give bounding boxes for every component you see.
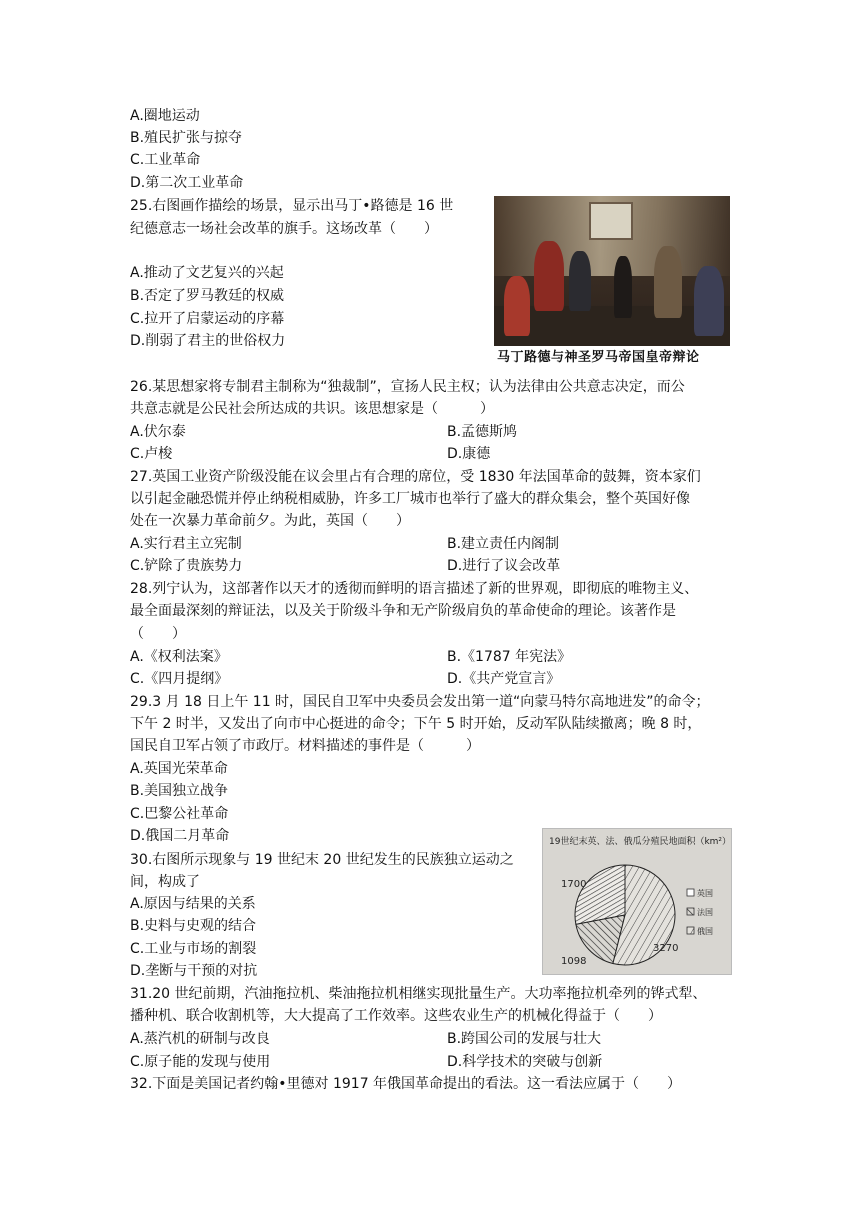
q30-option-d: D.垄断与干预的对抗 <box>130 963 258 979</box>
q28-stem-line2: 最全面最深刻的辩证法，以及关于阶级斗争和无产阶级肩负的革命使命的理论。该著作是 <box>130 603 676 619</box>
q29-option-d: D.俄国二月革命 <box>130 828 230 844</box>
q25-option-b: B.否定了罗马教廷的权威 <box>130 288 285 304</box>
q30-stem-line2: 间，构成了 <box>130 874 200 890</box>
q27-option-d: D.进行了议会改革 <box>447 558 561 574</box>
pie-label-1700: 1700 <box>561 879 587 890</box>
q28-option-a: A.《权利法案》 <box>130 649 228 665</box>
q26-stem-line1: 26.某思想家将专制君主制称为“独裁制”，宣扬人民主权；认为法律由公共意志决定，而公 <box>130 379 685 395</box>
q25-option-a: A.推动了文艺复兴的兴起 <box>130 265 284 281</box>
q27-stem-line2: 以引起金融恐慌并停止纳税相威胁，许多工厂城市也举行了盛大的群众集会，整个英国好像 <box>130 491 690 507</box>
q30-option-b: B.史料与史观的结合 <box>130 918 257 934</box>
q27-stem-line1: 27.英国工业资产阶级没能在议会里占有合理的席位，受 1830 年法国革命的鼓舞，资本家们 <box>130 469 701 485</box>
q29-option-a: A.英国光荣革命 <box>130 761 228 777</box>
q28-stem-line3: （ ） <box>130 626 186 642</box>
q26-option-d: D.康德 <box>447 446 491 462</box>
q27-option-c: C.铲除了贵族势力 <box>130 558 243 574</box>
colony-area-pie-chart <box>542 828 732 975</box>
q29-stem-line2: 下午 2 时半，又发出了向市中心挺进的命令；下午 5 时开始，反动军队陆续撤离；晚 8 时， <box>130 716 702 732</box>
q29-stem-line1: 29.3 月 18 日上午 11 时，国民自卫军中央委员会发出第一道“向蒙马特尔高地进发”的命令； <box>130 694 710 710</box>
legend-label-ru: 俄国 <box>697 927 713 936</box>
legend-label-uk: 英国 <box>697 889 713 898</box>
q31-option-a: A.蒸汽机的研制与改良 <box>130 1031 270 1047</box>
q29-option-b: B.美国独立战争 <box>130 783 229 799</box>
pie-slice-uk <box>575 865 625 924</box>
q27-option-a: A.实行君主立宪制 <box>130 536 242 552</box>
q24-option-a: A.圈地运动 <box>130 108 200 124</box>
pie-label-1098: 1098 <box>561 956 587 967</box>
legend-swatch-uk <box>687 889 694 896</box>
pie-chart-svg <box>543 829 731 974</box>
q29-stem-line3: 国民自卫军占领了市政厅。材料描述的事件是（ ） <box>130 738 480 754</box>
q31-option-d: D.科学技术的突破与创新 <box>447 1054 603 1070</box>
chart-title: 19世纪末英、法、俄瓜分殖民地面积（km²） <box>549 837 731 847</box>
q29-option-c: C.巴黎公社革命 <box>130 806 229 822</box>
q25-stem-line1: 25.右图画作描绘的场景，显示出马丁•路德是 16 世 <box>130 198 454 214</box>
q25-option-c: C.拉开了启蒙运动的序幕 <box>130 311 285 327</box>
q26-option-c: C.卢梭 <box>130 446 173 462</box>
q28-option-b: B.《1787 年宪法》 <box>447 649 572 665</box>
q24-option-c: C.工业革命 <box>130 152 201 168</box>
q28-stem-line1: 28.列宁认为，这部著作以天才的透彻而鲜明的语言描述了新的世界观，即彻底的唯物主义、 <box>130 581 699 597</box>
chart-legend <box>687 888 713 936</box>
legend-swatch-fr <box>687 908 694 915</box>
q25-option-d: D.削弱了君主的世俗权力 <box>130 333 286 349</box>
q28-option-d: D.《共产党宣言》 <box>447 671 561 687</box>
legend-swatch-ru <box>687 927 694 934</box>
q27-stem-line3: 处在一次暴力革命前夕。为此，英国（ ） <box>130 513 410 529</box>
legend-label-fr: 法国 <box>697 908 713 917</box>
q26-option-a: A.伏尔泰 <box>130 424 186 440</box>
q32-stem-line1: 32.下面是美国记者约翰•里德对 1917 年俄国革命提出的看法。这一看法应属于（ ） <box>130 1076 682 1092</box>
luther-painting-image <box>494 196 730 346</box>
q25-stem-line2: 纪德意志一场社会改革的旗手。这场改革（ ） <box>130 221 438 237</box>
painting-caption: 马丁路德与神圣罗马帝国皇帝辩论 <box>497 350 700 365</box>
q28-option-c: C.《四月提纲》 <box>130 671 229 687</box>
q24-option-d: D.第二次工业革命 <box>130 175 244 191</box>
q31-stem-line1: 31.20 世纪前期，汽油拖拉机、柴油拖拉机相继实现批量生产。大功率拖拉机牵列的铧式犁、 <box>130 986 707 1002</box>
q31-option-c: C.原子能的发现与使用 <box>130 1054 271 1070</box>
q26-stem-line2: 共意志就是公民社会所达成的共识。该思想家是（ ） <box>130 401 494 417</box>
q30-option-a: A.原因与结果的关系 <box>130 896 256 912</box>
q26-option-b: B.孟德斯鸠 <box>447 424 518 440</box>
q31-option-b: B.跨国公司的发展与壮大 <box>447 1031 602 1047</box>
q30-stem-line1: 30.右图所示现象与 19 世纪末 20 世纪发生的民族独立运动之 <box>130 852 514 868</box>
q31-stem-line2: 播种机、联合收割机等，大大提高了工作效率。这些农业生产的机械化得益于（ ） <box>130 1008 662 1024</box>
q27-option-b: B.建立责任内阁制 <box>447 536 560 552</box>
q30-option-c: C.工业与市场的割裂 <box>130 941 257 957</box>
pie-label-3270: 3270 <box>653 943 679 954</box>
q24-option-b: B.殖民扩张与掠夺 <box>130 130 243 146</box>
